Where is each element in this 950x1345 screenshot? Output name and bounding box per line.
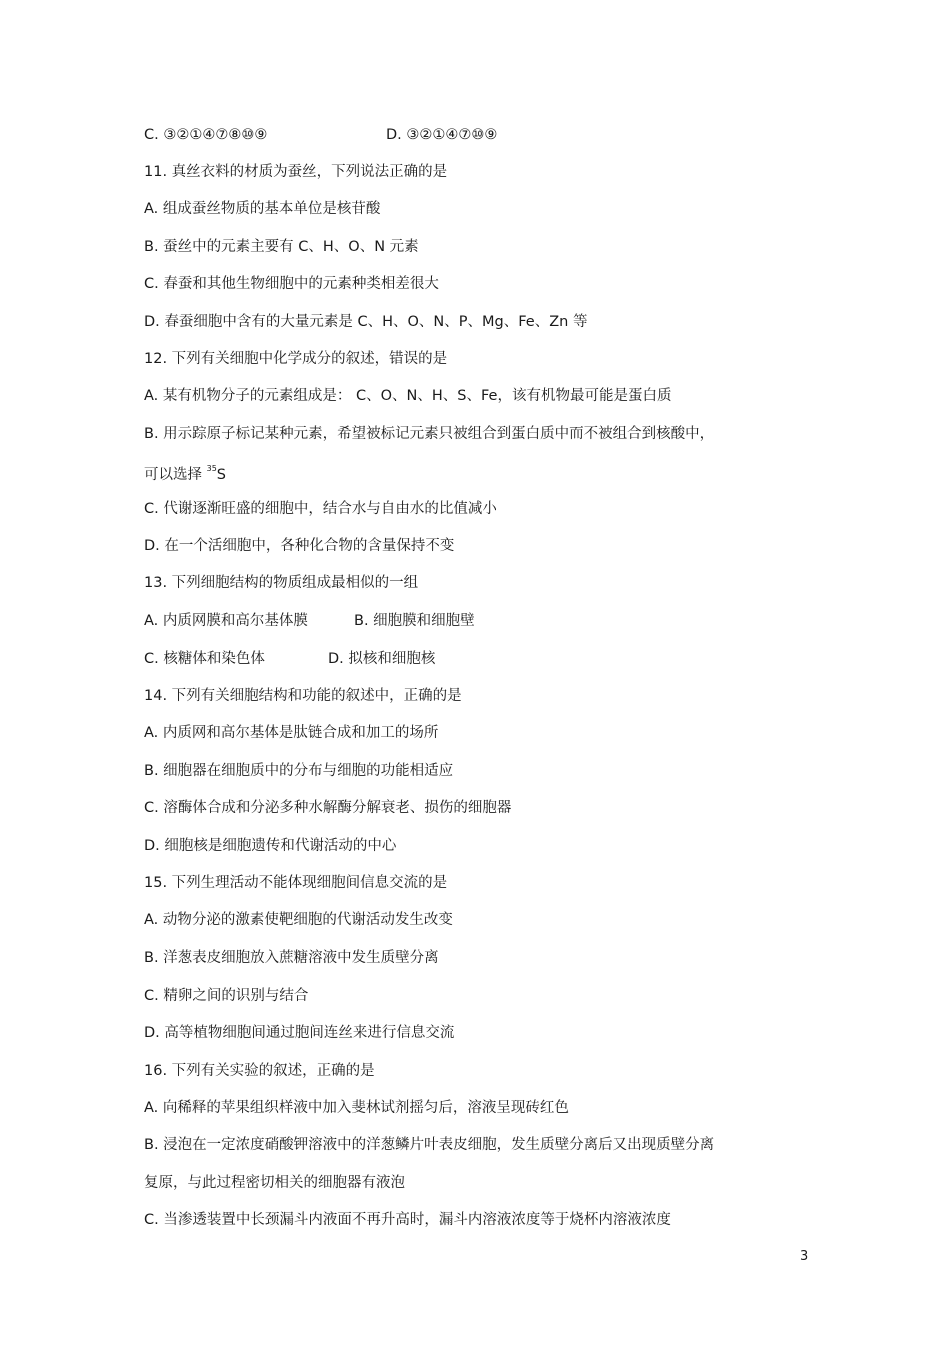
option-text: C. 溶酶体合成和分泌多种水解酶分解衰老、损伤的细胞器: [144, 800, 512, 816]
option-d: D. 拟核和细胞核: [328, 651, 436, 667]
option-text: B. 用示踪原子标记某种元素，希望被标记元素只被组合到蛋白质中而不被组合到核酸中，: [144, 426, 715, 442]
option-a: A. 内质网膜和高尔基体膜: [144, 613, 308, 629]
question-16: 16. 下列有关实验的叙述，正确的是: [144, 1063, 375, 1079]
question-13: 13. 下列细胞结构的物质组成最相似的一组: [144, 575, 419, 591]
question-12: 12. 下列有关细胞中化学成分的叙述，错误的是: [144, 351, 448, 367]
option-text: B. 浸泡在一定浓度硝酸钾溶液中的洋葱鳞片叶表皮细胞，发生质壁分离后又出现质壁分离: [144, 1137, 715, 1153]
option-text: B. 细胞器在细胞质中的分布与细胞的功能相适应: [144, 763, 454, 779]
option-c: C. 核糖体和染色体: [144, 651, 265, 667]
option-text: D. 在一个活细胞中，各种化合物的含量保持不变: [144, 538, 455, 554]
option-text: B. 洋葱表皮细胞放入蔗糖溶液中发生质壁分离: [144, 950, 439, 966]
option-text: D. 细胞核是细胞遗传和代谢活动的中心: [144, 838, 397, 854]
option-text: A. 动物分泌的激素使靶细胞的代谢活动发生改变: [144, 912, 453, 928]
option-row: [144, 125, 498, 145]
option-text: A. 某有机物分子的元素组成是： C、O、N、H、S、Fe，该有机物最可能是蛋白质: [144, 388, 672, 404]
option-b: B. 细胞膜和细胞壁: [354, 613, 475, 629]
option-text: C. 当渗透装置中长颈漏斗内液面不再升高时，漏斗内溶液浓度等于烧杯内溶液浓度: [144, 1212, 671, 1228]
element-symbol: S: [216, 466, 227, 483]
option-text: D. 春蚕细胞中含有的大量元素是 C、H、O、N、P、Mg、Fe、Zn 等: [144, 314, 588, 330]
page-number: 3: [800, 1249, 809, 1264]
isotope-superscript: 35: [206, 464, 217, 473]
option-text-continued: 复原，与此过程密切相关的细胞器有液泡: [144, 1175, 405, 1191]
option-text: C. 代谢逐渐旺盛的细胞中，结合水与自由水的比值减小: [144, 501, 497, 517]
option-row: [144, 649, 436, 669]
question-14: 14. 下列有关细胞结构和功能的叙述中，正确的是: [144, 688, 462, 704]
option-row: [144, 611, 475, 631]
option-text: A. 内质网和高尔基体是肽链合成和加工的场所: [144, 725, 439, 741]
option-text-continued: [144, 461, 226, 485]
option-text: D. 高等植物细胞间通过胞间连丝来进行信息交流: [144, 1025, 455, 1041]
option-text: C. 精卵之间的识别与结合: [144, 988, 309, 1004]
option-text: A. 组成蚕丝物质的基本单位是核苷酸: [144, 201, 381, 217]
question-11: 11. 真丝衣料的材质为蚕丝，下列说法正确的是: [144, 164, 448, 180]
continued-text: 可以选择: [144, 466, 207, 483]
option-d: D. ③②①④⑦⑩⑨: [386, 127, 498, 143]
option-c: C. ③②①④⑦⑧⑩⑨: [144, 127, 268, 143]
option-text: C. 春蚕和其他生物细胞中的元素种类相差很大: [144, 276, 439, 292]
option-text: A. 向稀释的苹果组织样液中加入斐林试剂摇匀后，溶液呈现砖红色: [144, 1100, 569, 1116]
question-15: 15. 下列生理活动不能体现细胞间信息交流的是: [144, 875, 448, 891]
option-text: B. 蚕丝中的元素主要有 C、H、O、N 元素: [144, 239, 419, 255]
